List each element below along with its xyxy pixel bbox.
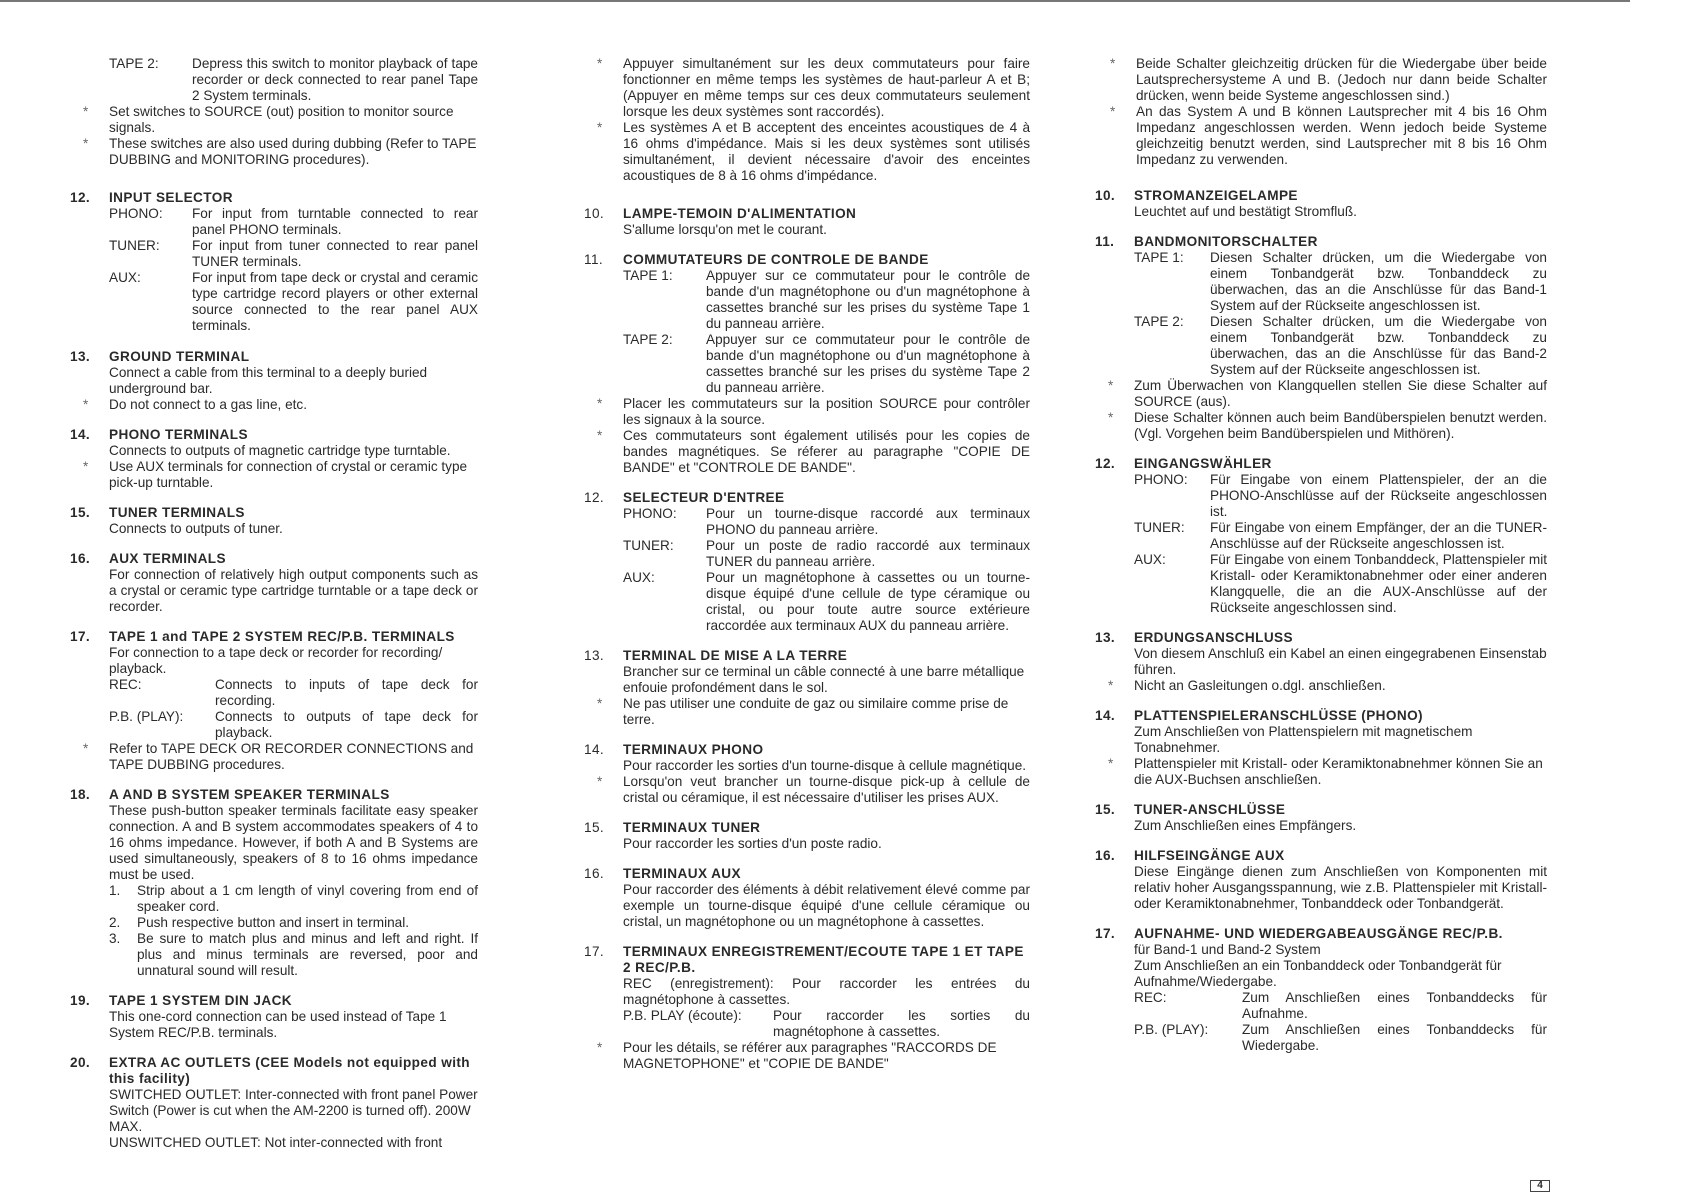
bullet-text: * Plattenspieler mit Kristall- oder Keramiktonabnehmer können Sie an die AUX-Buchsen anschließen. [1134,756,1547,788]
bullet-text: * Refer to TAPE DECK OR RECORDER CONNECTIONS and TAPE DUBBING procedures. [109,741,478,773]
tape2-item [109,56,478,104]
section-selecteur [584,490,1030,634]
section-number: 14. [1095,708,1116,723]
page-number-box [1530,1180,1550,1192]
section-speaker-terminals [70,787,478,979]
section-text: S'allume lorsqu'on met le courant. [623,222,827,237]
bullet-text: * Use AUX terminals for connection of crystal or ceramic type pick-up turntable. [109,459,478,491]
section-tuner-terminals [70,505,478,537]
bullet-text: * Appuyer simultanément sur les deux commutateurs pour faire fonctionner en même temps les systèmes de haut-parleur A et B; (Appuyer en même temps sur ces deux commutateurs seulement lorsque les deux systèmes sont raccordés). [623,56,1030,120]
section-title: TUNER-ANSCHLÜSSE [1134,802,1286,817]
step-number: 3. [109,931,121,946]
section-number: 17. [70,629,91,644]
tape2-label: TAPE 2: [109,56,159,71]
item-label: P.B. PLAY (écoute): [623,1008,742,1023]
section-commutateurs [584,252,1030,476]
bullet-text: * Ne pas utiliser une conduite de gaz ou similaire comme prise de terre. [623,696,1030,728]
item-label: TAPE 2: [1134,314,1184,329]
section-enregistrement [584,944,1030,1072]
intro-block [109,56,478,168]
bullet-text: * These switches are also used during dubbing (Refer to TAPE DUBBING and MONITORING procedures). [109,136,478,168]
section-subtitle: für Band-1 und Band-2 System [1134,942,1321,957]
item-label: AUX: [109,270,141,285]
section-title: EXTRA AC OUTLETS (CEE Models not equipped with this facility) [109,1055,471,1086]
section-number: 17. [584,944,605,959]
section-title: TAPE 1 SYSTEM DIN JACK [109,993,293,1008]
item-text: Diesen Schalter drücken, um die Wiedergabe von einem Tonbandgerät bzw. Tonbanddeck zu überwachen, das an die Anschlüsse für das Band-2 System auf der Rückseite angeschlossen ist. [1210,314,1547,377]
item-label: P.B. (PLAY): [109,709,184,724]
section-text: Leuchtet auf und bestätigt Stromfluß. [1134,204,1357,219]
section-text: Pour raccorder les sorties d'un poste radio. [623,836,882,851]
english-column [70,56,478,1151]
section-number: 12. [1095,456,1116,471]
section-text: Pour raccorder des éléments à débit relativement élevé comme par exemple un tourne-disque équipé d'une cellule céramique ou cristal, un magnétophone ou un magnétophone à cassettes. [623,882,1030,929]
section-ground-terminal [70,349,478,413]
section-number: 11. [584,252,604,267]
section-number: 17. [1095,926,1116,941]
step-number: 2. [109,915,121,930]
section-stromanzeige [1095,188,1547,220]
bullet-text: * Les systèmes A et B acceptent des enceintes acoustiques de 4 à 16 ohms d'impédance. Mais si les deux systèmes sont utilisés simultanément, il devient nécessaire d'avoir des enceintes acoustiques de 8 à 16 ohms d'impédance. [623,120,1030,184]
section-title: COMMUTATEURS DE CONTROLE DE BANDE [623,252,929,267]
section-title: TERMINAUX TUNER [623,820,761,835]
item-label: P.B. (PLAY): [1134,1022,1209,1037]
item-text: Pour un poste de radio raccordé aux terminaux TUNER du panneau arrière. [706,538,1030,569]
section-text: This one-cord connection can be used instead of Tape 1 System REC/P.B. terminals. [109,1009,447,1040]
item-text: For input from tuner connected to rear panel TUNER terminals. [192,238,478,269]
section-text: Zum Anschließen an ein Tonbanddeck oder Tonbandgerät für Aufnahme/Wiedergabe. [1134,958,1502,989]
section-title: PHONO TERMINALS [109,427,248,442]
section-title: TUNER TERMINALS [109,505,245,520]
section-title: TERMINAUX AUX [623,866,741,881]
bullet-text: * An das System A und B können Lautsprecher mit 4 bis 16 Ohm Impedanz angeschlossen werden. Wenn jedoch beide Systeme gleichzeitig benutzt werden, sind Lautsprecher mit 8 bis 16 Ohm Impedanz zu verwenden. [1136,104,1547,168]
section-din-jack [70,993,478,1041]
section-number: 16. [1095,848,1116,863]
item-label: REC: [1134,990,1167,1005]
section-number: 12. [70,190,91,205]
section-number: 11. [1095,234,1115,249]
section-number: 14. [70,427,91,442]
section-text: Connects to outputs of tuner. [109,521,283,536]
section-title: ERDUNGSANSCHLUSS [1134,630,1293,645]
item-text: Pour un tourne-disque raccordé aux terminaux PHONO du panneau arrière. [706,506,1030,537]
bullet-text: * Beide Schalter gleichzeitig drücken für die Wiedergabe über beide Lautsprechersysteme A und B. (Jedoch nur dann beide Schalter drücken, wenn beide Systeme angeschlossen sind.) [1136,56,1547,104]
section-text: SWITCHED OUTLET: Inter-connected with front panel Power Switch (Power is cut when the AM-2200 is turned off). 200W MAX. [109,1087,478,1134]
section-tuner-anschlusse [1095,802,1547,834]
section-text: For connection of relatively high output components such as a crystal or ceramic type cartridge turntable or a tape deck or recorder. [109,567,478,614]
item-label: AUX: [623,570,655,585]
item-text: Für Eingabe von einem Plattenspieler, der an die PHONO-Anschlüsse auf der Rückseite angeschlossen ist. [1210,472,1547,519]
top-rule [0,0,1630,2]
section-title: TERMINAUX PHONO [623,742,764,757]
section-text: These push-button speaker terminals facilitate easy speaker connection. A and B system accommodates speakers of 4 to 16 ohms impedance. However, if both A and B Systems are used simultaneously, speakers of 8 to 16 ohms impedance must be used. [109,803,478,882]
section-title: EINGANGSWÄHLER [1134,456,1272,471]
section-lampe-temoin [584,206,1030,238]
section-number: 14. [584,742,605,757]
bullet-text: * Do not connect to a gas line, etc. [109,397,478,413]
item-label: TUNER: [109,238,160,253]
german-column [1095,56,1547,1054]
section-title: PLATTENSPIELERANSCHLÜSSE (PHONO) [1134,708,1423,723]
section-number: 18. [70,787,91,802]
section-bandmonitor [1095,234,1547,442]
item-text: Diesen Schalter drücken, um die Wiedergabe von einem Tonbandgerät bzw. Tonbanddeck zu überwachen, das an die Anschlüsse für das Band-1 System auf der Rückseite angeschlossen ist. [1210,250,1547,313]
step-text: Push respective button and insert in terminal. [137,915,410,930]
section-title: BANDMONITORSCHALTER [1134,234,1318,249]
section-title: AUFNAHME- UND WIEDERGABEAUSGÄNGE REC/P.B. [1134,926,1503,941]
section-tape-terminals [70,629,478,773]
section-number: 16. [70,551,91,566]
section-number: 12. [584,490,605,505]
section-terminaux-phono [584,742,1030,806]
section-text: Zum Anschließen eines Empfängers. [1134,818,1357,833]
section-ac-outlets [70,1055,478,1151]
section-number: 19. [70,993,91,1008]
item-label: TAPE 1: [1134,250,1184,265]
section-text: Von diesem Anschluß ein Kabel an einen eingegrabenen Einsenstab führen. [1134,646,1547,677]
section-number: 20. [70,1055,91,1070]
french-column [584,56,1030,1072]
section-text: Brancher sur ce terminal un câble connecté à une barre métallique enfouie profondément dans le sol. [623,664,1025,695]
section-title: STROMANZEIGELAMPE [1134,188,1298,203]
section-title: TERMINAUX ENREGISTREMENT/ECOUTE TAPE 1 ET TAPE 2 REC/P.B. [623,944,1024,975]
section-number: 13. [584,648,605,663]
section-terminaux-tuner [584,820,1030,852]
bullet-text: * Lorsqu'on veut brancher un tourne-disque pick-up à cellule de cristal ou céramique, il est nécessaire d'utiliser les prises AUX. [623,774,1030,806]
section-eingangswahler [1095,456,1547,616]
section-title: AUX TERMINALS [109,551,226,566]
item-text: Connects to outputs of tape deck for playback. [215,709,478,740]
item-text: For input from turntable connected to rear panel PHONO terminals. [192,206,478,237]
bullet-text: * Diese Schalter können auch beim Bandüberspielen benutzt werden. (Vgl. Vorgehen beim Bandüberspielen und Mithören). [1134,410,1547,442]
item-text: Zum Anschließen eines Tonbanddecks für Aufnahme. [1242,990,1547,1021]
item-label: TUNER: [623,538,674,553]
item-text: Connects to inputs of tape deck for recording. [215,677,478,708]
section-number: 10. [1095,188,1116,203]
section-title: INPUT SELECTOR [109,190,233,205]
section-number: 15. [70,505,91,520]
section-mise-a-la-terre [584,648,1030,728]
item-label: TUNER: [1134,520,1185,535]
item-text: Für Eingabe von einem Tonbanddeck, Plattenspieler mit Kristall- oder Keramiktonabnehmer oder einer anderen Klangquelle, die an die AUX-Anschlüsse auf der Rückseite angeschlossen sind. [1210,552,1547,615]
section-text: For connection to a tape deck or recorder for recording/ playback. [109,645,443,676]
section-aux-terminals [70,551,478,615]
section-title: HILFSEINGÄNGE AUX [1134,848,1285,863]
bullet-text: * Nicht an Gasleitungen o.dgl. anschließen. [1134,678,1547,694]
bullet-text: * Pour les détails, se référer aux paragraphes "RACCORDS DE MAGNETOPHONE" et "COPIE DE BANDE" [623,1040,1030,1072]
section-text: REC (enregistrement): Pour raccorder les entrées du magnétophone à cassettes. [623,976,1030,1007]
section-aufnahme [1095,926,1547,1054]
section-phono-terminals [70,427,478,491]
bullet-text: * Zum Überwachen von Klangquellen stellen Sie diese Schalter auf SOURCE (aus). [1134,378,1547,410]
item-label: TAPE 2: [623,332,673,347]
item-label: PHONO: [109,206,163,221]
item-text: Appuyer sur ce commutateur pour le contrôle de bande d'un magnétophone ou d'un magnétophone à cassettes branché sur les prises du système Tape 1 du panneau arrière. [706,268,1030,331]
section-text: Connects to outputs of magnetic cartridge type turntable. [109,443,451,458]
section-number: 10. [584,206,605,221]
item-text: Für Eingabe von einem Empfänger, der an die TUNER-Anschlüsse auf der Rückseite angeschlossen ist. [1210,520,1547,551]
section-hilfseingange [1095,848,1547,912]
item-label: REC: [109,677,142,692]
section-number: 15. [584,820,605,835]
item-text: Appuyer sur ce commutateur pour le contrôle de bande d'un magnétophone ou d'un magnétophone à cassettes branché sur les prises du système Tape 2 du panneau arrière. [706,332,1030,395]
step-number: 1. [109,883,121,898]
bullet-text: * Ces commutateurs sont également utilisés pour les copies de bandes magnétiques. Se réferer au paragraphe "COPIE DE BANDE" et "CONTROLE DE BANDE". [623,428,1030,476]
section-title: TAPE 1 and TAPE 2 SYSTEM REC/P.B. TERMINALS [109,629,455,644]
section-text: Pour raccorder les sorties d'un tourne-disque à cellule magnétique. [623,758,1027,773]
item-label: PHONO: [623,506,677,521]
section-number: 15. [1095,802,1116,817]
bullet-text: * Placer les commutateurs sur la position SOURCE pour contrôler les signaux à la source. [623,396,1030,428]
item-text: For input from tape deck or crystal and ceramic type cartridge record players or other external source connected to the rear panel AUX terminals. [192,270,478,333]
section-title: A AND B SYSTEM SPEAKER TERMINALS [109,787,390,802]
section-text: Zum Anschließen von Plattenspielern mit magnetischem Tonabnehmer. [1134,724,1473,755]
section-title: GROUND TERMINAL [109,349,250,364]
item-text: Pour raccorder les sorties du magnétophone à cassettes. [773,1008,1030,1039]
page-number: 4 [1537,1180,1543,1191]
section-number: 13. [1095,630,1116,645]
section-title: LAMPE-TEMOIN D'ALIMENTATION [623,206,857,221]
bullet-text: * Set switches to SOURCE (out) position to monitor source signals. [109,104,478,136]
item-text: Pour un magnétophone à cassettes ou un tourne-disque équipé d'une cellule de type céramique ou cristal, ou pour toute autre source extérieure raccordée aux terminaux AUX du panneau arrière. [706,570,1030,633]
section-number: 13. [70,349,91,364]
section-plattenspieler [1095,708,1547,788]
section-terminaux-aux [584,866,1030,930]
tape2-text: Depress this switch to monitor playback of tape recorder or deck connected to rear panel Tape 2 System terminals. [192,56,478,103]
item-text: Zum Anschließen eines Tonbanddecks für Wiedergabe. [1242,1022,1547,1053]
item-label: AUX: [1134,552,1166,567]
section-erdungsanschluss [1095,630,1547,694]
item-label: PHONO: [1134,472,1188,487]
item-label: TAPE 1: [623,268,673,283]
section-title: TERMINAL DE MISE A LA TERRE [623,648,848,663]
section-text: UNSWITCHED OUTLET: Not inter-connected with front [109,1135,443,1150]
step-text: Be sure to match plus and minus and left and right. If plus and minus terminals are reversed, poor and unnatural sound will result. [137,931,478,978]
step-text: Strip about a 1 cm length of vinyl covering from end of speaker cord. [137,883,478,914]
section-title: SELECTEUR D'ENTREE [623,490,785,505]
section-text: Connect a cable from this terminal to a deeply buried underground bar. [109,365,428,396]
section-input-selector [70,190,478,334]
section-number: 16. [584,866,605,881]
section-text: Diese Eingänge dienen zum Anschließen von Komponenten mit relativ hoher Ausgangsspannung, wie z.B. Plattenspieler mit Kristall- oder Keramiktonabnehmer, Tonbanddeck oder Tonbandgerät. [1134,864,1547,911]
